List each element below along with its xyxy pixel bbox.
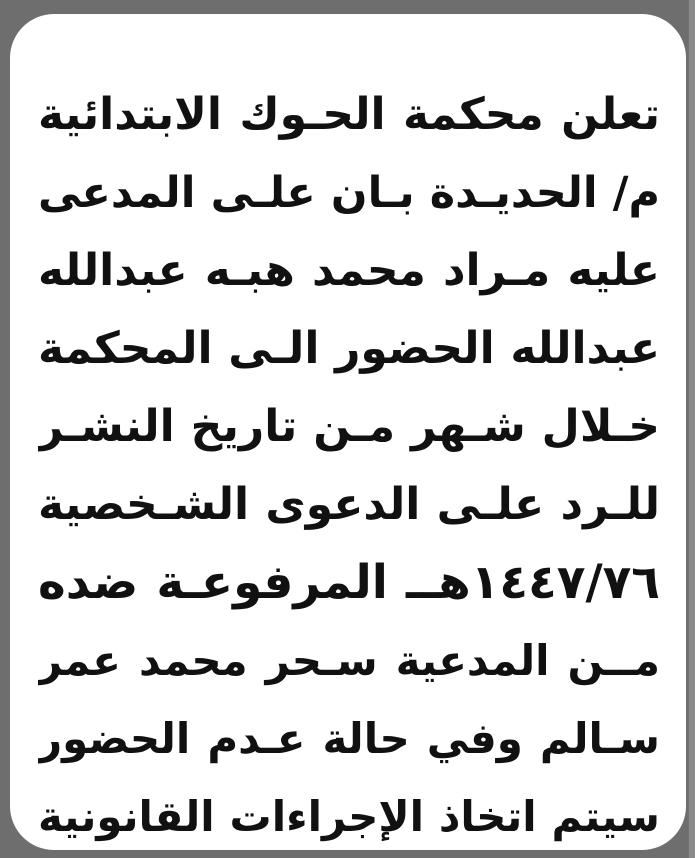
court-notice-card [10,14,686,850]
notice-line: تعلن محكمة الحـوك الابتدائية [38,89,660,140]
notice-line: سيتم اتخاذ الإجراءات القانونية [38,792,660,841]
notice-line: عبدالله الحضور الـى المحكمة [38,323,660,374]
notice-line: مــن المدعية سـحر محمد عمر [38,636,660,685]
court-notice-text [38,76,660,856]
notice-line: سـالم وفي حالة عـدم الحضور [38,714,660,763]
notice-line: عليه مـراد محمد هبـه عبدالله [38,245,660,296]
notice-line: للـرد علـى الدعوى الشـخصية [38,479,660,530]
notice-line: ١٤٤٧/٧٦هــ المرفوعـة ضده [38,555,660,610]
notice-line: خـلال شـهر مـن تاريخ النشـر [38,401,660,452]
page-border [689,0,695,858]
notice-line: م/ الحديـدة بـان علـى المدعى [38,168,660,218]
